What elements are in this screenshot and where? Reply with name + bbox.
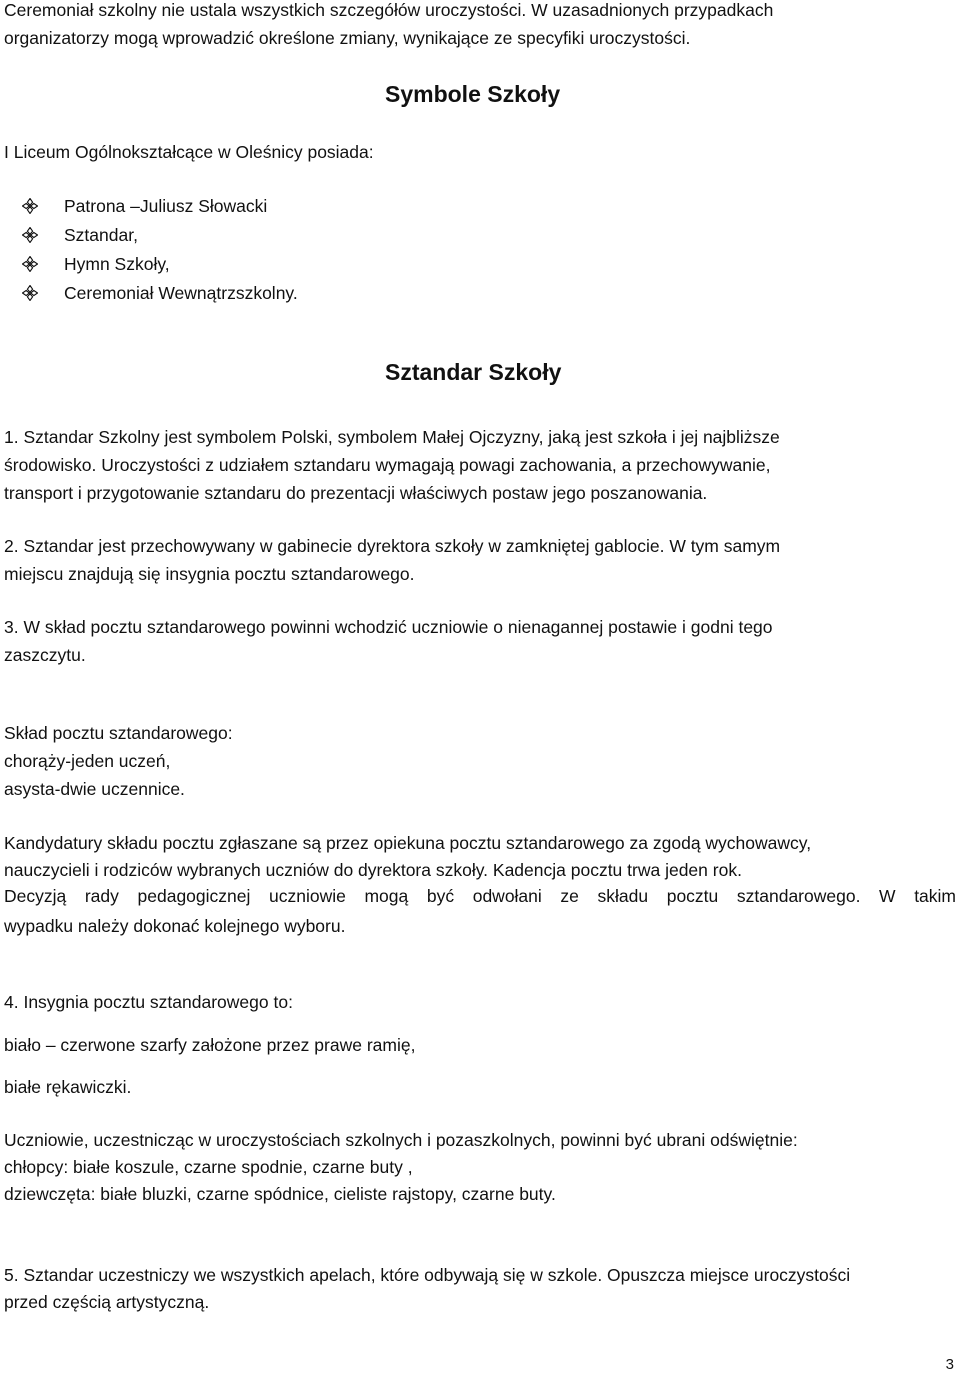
guard-line: asysta-dwie uczennice. (4, 779, 185, 799)
four-diamond-bullet-icon (22, 256, 38, 272)
paragraph-line: nauczycieli i rodziców wybranych uczniów do dyrektora szkoły. Kadencja pocztu trwa jeden rok. (4, 860, 742, 880)
paragraph-line: 1. Sztandar Szkolny jest symbolem Polski, symbolem Małej Ojczyzny, jaką jest szkoła i jej najbliższe (4, 427, 780, 447)
list-item-label: Hymn Szkoły, (64, 254, 170, 274)
paragraph-line: przed częścią artystyczną. (4, 1292, 210, 1312)
list-item (22, 196, 267, 217)
list-item (22, 254, 170, 275)
list-item-label: Sztandar, (64, 225, 138, 245)
paragraph-line: transport i przygotowanie sztandaru do prezentacji właściwych postaw jego poszanowania. (4, 483, 708, 503)
paragraph-line: miejscu znajdują się insygnia pocztu sztandarowego. (4, 564, 415, 584)
insignia-item: biało – czerwone szarfy założone przez prawe ramię, (4, 1035, 416, 1055)
guard-line: chorąży-jeden uczeń, (4, 751, 171, 771)
paragraph-line: 2. Sztandar jest przechowywany w gabinecie dyrektora szkoły w zamkniętej gablocie. W tym samym (4, 536, 781, 556)
paragraph-line: Uczniowie, uczestnicząc w uroczystościach szkolnych i pozaszkolnych, powinni być ubrani odświętnie: (4, 1130, 798, 1150)
list-item (22, 225, 138, 246)
paragraph-line: dziewczęta: białe bluzki, czarne spódnice, cieliste rajstopy, czarne buty. (4, 1184, 556, 1204)
paragraph-line: 5. Sztandar uczestniczy we wszystkich apelach, które odbywają się w szkole. Opuszcza miejsce uroczystości (4, 1265, 851, 1285)
list-item-label: Patrona –Juliusz Słowacki (64, 196, 268, 216)
paragraph-line: Decyzją rady pedagogicznej uczniowie mogą być odwołani ze składu pocztu sztandarowego. W takim (4, 886, 956, 906)
heading-sztandar-szkoly: Sztandar Szkoły (385, 359, 562, 385)
symbols-lead: I Liceum Ogólnokształcące w Oleśnicy posiada: (4, 142, 374, 162)
four-diamond-bullet-icon (22, 227, 38, 243)
four-diamond-bullet-icon (22, 285, 38, 301)
list-item (22, 283, 298, 304)
intro-line-1: Ceremoniał szkolny nie ustala wszystkich szczegółów uroczystości. W uzasadnionych przypadkach (4, 0, 774, 20)
paragraph-line: środowisko. Uroczystości z udziałem sztandaru wymagają powagi zachowania, a przechowywanie, (4, 455, 771, 475)
paragraph-line: Kandydatury składu pocztu zgłaszane są przez opiekuna pocztu sztandarowego za zgodą wychowawcy, (4, 833, 812, 853)
paragraph-line: 4. Insygnia pocztu sztandarowego to: (4, 992, 293, 1012)
heading-symbole-szkoly: Symbole Szkoły (385, 81, 561, 107)
four-diamond-bullet-icon (22, 198, 38, 214)
intro-line-2: organizatorzy mogą wprowadzić określone zmiany, wynikające ze specyfiki uroczystości. (4, 28, 691, 48)
paragraph-line: chłopcy: białe koszule, czarne spodnie, czarne buty , (4, 1157, 413, 1177)
page-number: 3 (945, 1356, 954, 1373)
insignia-item: białe rękawiczki. (4, 1077, 132, 1097)
guard-line: Skład pocztu sztandarowego: (4, 723, 233, 743)
paragraph-line: wypadku należy dokonać kolejnego wyboru. (4, 916, 346, 936)
list-item-label: Ceremoniał Wewnątrzszkolny. (64, 283, 298, 303)
paragraph-line: zaszczytu. (4, 645, 86, 665)
paragraph-line: 3. W skład pocztu sztandarowego powinni wchodzić uczniowie o nienagannej postawie i godni tego (4, 617, 773, 637)
